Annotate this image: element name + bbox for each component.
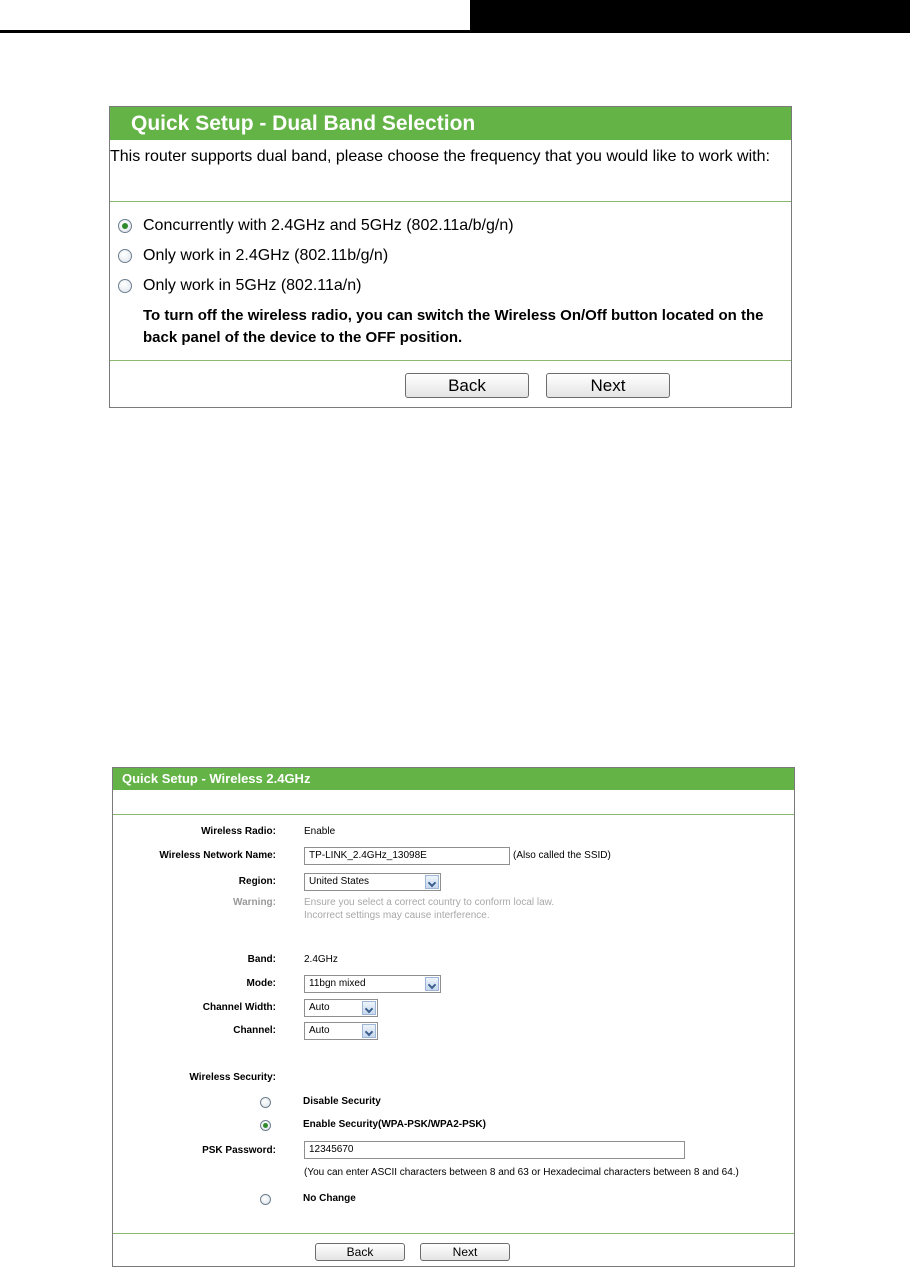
enable-security-label: Enable Security(WPA-PSK/WPA2-PSK) [303,1119,486,1130]
wireless-radio-note: To turn off the wireless radio, you can switch the Wireless On/Off button located on the back panel of the device to the OFF position. [143,307,764,346]
page-header-block [470,0,910,33]
radio-24ghz-icon[interactable] [118,249,132,263]
region-select-value: United States [309,876,370,887]
no-change-label: No Change [303,1193,356,1204]
channel-select[interactable] [304,1022,378,1040]
divider [113,1233,794,1234]
next-button[interactable]: Next [546,373,670,398]
warning-line-1: Ensure you select a correct country to conform local law. [304,897,555,908]
back-button[interactable]: Back [315,1243,405,1261]
chevron-down-icon[interactable] [362,1001,376,1015]
ssid-label: Wireless Network Name: [159,850,276,861]
channel-label: Channel: [233,1025,276,1036]
psk-password-input[interactable]: 12345670 [304,1141,685,1159]
mode-label: Mode: [246,978,276,989]
wireless-radio-label: Wireless Radio: [201,826,276,837]
wireless-24-title: Quick Setup - Wireless 2.4GHz [113,768,794,790]
channel-width-label: Channel Width: [202,1002,276,1013]
option-5ghz-label: Only work in 5GHz (802.11a/n) [143,277,362,294]
channel-value: Auto [309,1025,330,1036]
radio-5ghz-icon[interactable] [118,279,132,293]
psk-password-label: PSK Password: [202,1145,276,1156]
chevron-down-icon[interactable] [362,1024,376,1038]
next-button[interactable]: Next [420,1243,510,1261]
page-header-rule [0,30,470,33]
wireless-radio-value: Enable [304,826,336,837]
band-value: 2.4GHz [304,954,338,965]
channel-width-select[interactable] [304,999,378,1017]
mode-select[interactable] [304,975,441,993]
option-concurrent-label: Concurrently with 2.4GHz and 5GHz (802.11a/b/g/n) [143,217,514,234]
option-24ghz[interactable] [118,246,388,266]
dual-band-intro: This router supports dual band, please choose the frequency that you would like to work with: [110,148,770,165]
divider [110,201,791,202]
back-button[interactable]: Back [405,373,529,398]
radio-concurrent-icon[interactable] [118,219,132,233]
chevron-down-icon[interactable] [425,875,439,889]
region-select[interactable] [304,873,441,891]
warning-line-2: Incorrect settings may cause interference. [304,910,490,921]
channel-width-value: Auto [309,1002,330,1013]
warning-label: Warning: [233,897,276,908]
dual-band-title: Quick Setup - Dual Band Selection [110,107,791,140]
divider [110,360,791,361]
option-concurrent[interactable] [118,216,514,236]
option-24ghz-label: Only work in 2.4GHz (802.11b/g/n) [143,247,389,264]
ssid-input[interactable]: TP-LINK_2.4GHz_13098E [304,847,510,865]
dual-band-panel [109,106,792,408]
region-label: Region: [238,876,276,887]
band-label: Band: [247,954,276,965]
option-5ghz[interactable] [118,276,361,296]
disable-security-radio-icon[interactable] [260,1097,271,1108]
chevron-down-icon[interactable] [425,977,439,991]
wireless-24-panel [112,767,795,1267]
wireless-security-label: Wireless Security: [189,1072,276,1083]
warning-text [304,896,554,922]
mode-select-value: 11bgn mixed [309,978,366,989]
psk-password-hint: (You can enter ASCII characters between 8 and 63 or Hexadecimal characters between 8 and 64.) [304,1167,739,1178]
ssid-hint: (Also called the SSID) [513,850,611,861]
no-change-radio-icon[interactable] [260,1194,271,1205]
divider [113,814,794,815]
disable-security-label: Disable Security [303,1096,381,1107]
enable-security-radio-icon[interactable] [260,1120,271,1131]
